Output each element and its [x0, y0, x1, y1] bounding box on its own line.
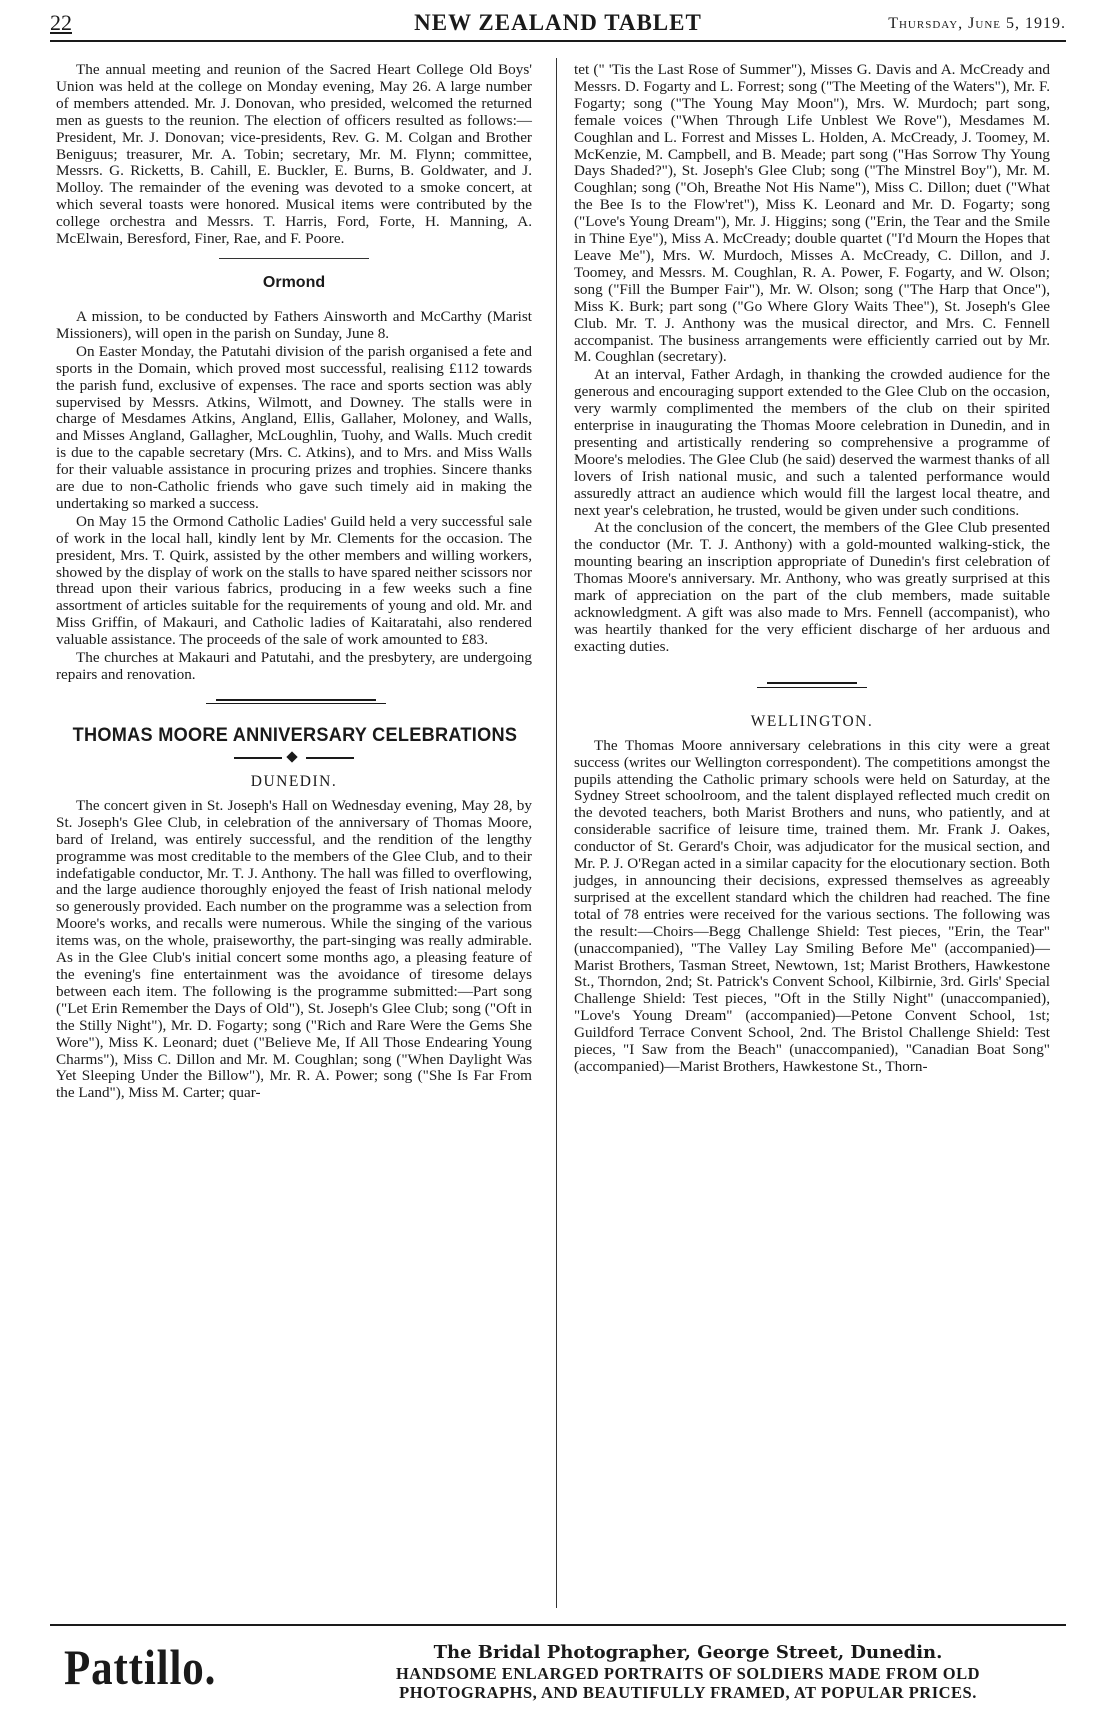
separator-line-thin: [206, 703, 386, 704]
ormond-paragraph-2: On Easter Monday, the Patutahi division of the parish organised a fete and sports in the Domain, which proved most successful, realising £112 towards the parish fund, exclusive of expenses. The race and sports section was ably supervised by Messrs. Atkins, Wilmott, and Downey. The stalls were in charge of Mesdames Atkins, Angland, Ellis, Gallaher, Moloney, and Walls, and Misses Angland, Gallagher, McLoughlin, Tuohy, and Walls. Much credit is due to the capable secretary (Mrs. C. Atkins), and to Mrs. and Miss Walls for their valuable assistance in procuring prizes and trophies. Sincere thanks are due to non-Catholic friends who gave such timely aid in making the undertaking so marked a success.: [56, 342, 532, 512]
dunedin-paragraph: The concert given in St. Joseph's Hall on Wednesday evening, May 28, by St. Joseph's Glee Club, in celebration of the anniversary of Thomas Moore, bard of Ireland, was entirely successful, and the rendition of the lengthy programme was most creditable to the members of the Glee Club, and to their indefatigable conductor, Mr. T. J. Anthony. The hall was filled to overflowing, and the large audience thoroughly enjoyed the feast of Irish national melody so generously provided. Each number on the programme was a selection from Moore's works, and recalls were numerous. While the singing of the various items was, on the whole, praiseworthy, the part-singing was really admirable. As in the Glee Club's initial concert some months ago, a pleasing feature of the evening's fine entertainment was the avoidance of tiresome delays between each item. The following is the programme submitted:—Part song ("Let Erin Remember the Days of Old"), St. Joseph's Glee Club; song ("Oft in the Stilly Night"), Mr. D. Fogarty; song ("Rich and Rare Were the Gems She Wore"), Miss K. Leonard; duet ("Believe Me, If All Those Endearing Young Charms"), Miss C. Dillon and Mr. M. Coughlan; song ("When Daylight Was Yet Sleeping Under the Billow"), Mr. R. A. Power; song ("She Is Far From the Land"), Miss M. Carter; quar-: [56, 796, 532, 1102]
section-separator-right: [767, 682, 857, 684]
wellington-paragraph: The Thomas Moore anniversary celebrations in this city were a great success (writes our Wellington correspondent). The competitions amongst the pupils attending the Catholic primary schools were held on Saturday, at the Sydney Street schoolroom, and the talent displayed reflected much credit on the devoted teachers, both Marist Brothers and nuns, who patiently, and at considerable sacrifice of leisure time, trained them. Mr. Frank J. Oakes, conductor of St. Gerard's Choir, was adjudicator for the musical section, and Mr. P. J. O'Regan acted in a similar capacity for the elocutionary section. Both judges, in announcing their decisions, expressed themselves as agreeably surprised at the excellent standard which the children had reached. The fine total of 78 entries were received for the various sections. The following was the result:—Choirs—Begg Challenge Shield: Test pieces, "Erin, the Tear" (unaccompanied), "The Valley Lay Smiling Before Me" (accompanied)—Marist Brothers, Tasman Street, Newtown, 1st; Marist Brothers, Hawkestone St., Thorndon, 2nd; St. Patrick's Convent School, Kilbirnie, 3rd. Girls' Special Challenge Shield: Test pieces, "Oft in the Stilly Night" (unaccompanied), "Love's Young Dream" (accompanied)—Petone Convent School, 1st; Guildford Terrace Convent School, 2nd. The Bristol Challenge Shield: Test pieces, "I Saw from the Beach" (unaccompanied), "Canadian Boat Song" (accompanied)—Marist Brothers, Hawkestone St., Thorn-: [574, 736, 1050, 1075]
ad-line-bridal-photographer: The Bridal Photographer, George Street, Dunedin.: [433, 1642, 943, 1663]
advertiser-brand: Pattillo.: [64, 1639, 217, 1695]
ad-line-portraits: HANDSOME ENLARGED PORTRAITS OF SOLDIERS MADE FROM OLD: [395, 1664, 981, 1683]
programme-continued-paragraph: tet (" 'Tis the Last Rose of Summer"), Misses G. Davis and A. McCready and Messrs. D. Fogarty and L. Forrest; song ("The Meeting of the Waters"), Mr. F. Fogarty; song ("The Young May Moon"), Mrs. W. Murdoch; part song, female voices ("When Through Life Unblest We Rove"), Mesdames M. Coughlan and L. Forrest and Misses L. Holden, A. McCready, J. Toomey, M. McKenzie, M. Campbell, and B. Meade; part song ("Has Sorrow Thy Young Days Shaded?"), St. Joseph's Glee Club; song ("The Minstrel Boy"), Mr. M. Coughlan; song ("Oh, Breathe Not His Name"), Miss C. Dillon; duet ("What the Bee Is to the Flow'ret"), Miss K. Leonard and Mr. D. Fogarty; song ("Love's Young Dream"), Mr. J. Higgins; song ("Erin, the Tear and the Smile in Thine Eye"), Miss A. McCready; double quartet ("I'd Mourn the Hopes that Leave Me"), Mrs. W. Murdoch, Misses A. McCready, C. Dillon, and J. Toomey, and Messrs. M. Coughlan, R. A. Power, F. Fogarty, and W. Olson; song ("Fill the Bumper Fair"), Mr. W. Olson; song ("The Harp that Once"), Miss K. Burk; part song ("Go Where Glory Waits Thee"), St. Joseph's Glee Club. Mr. T. J. Anthony was the musical director, and Mrs. C. Fennell accompanist. The business arrangements were efficiently carried out by Mr. M. Coughlan (secretary).: [574, 61, 1050, 366]
ormond-paragraph-3: On May 15 the Ormond Catholic Ladies' Guild held a very successful sale of work in the local hall, kindly lent by Mr. Clements for the occasion. The president, Mrs. T. Quirk, assisted by the other members and willing workers, showed by the display of work on the stalls to have spared neither scissors nor thread upon their various fabrics, producing in a few weeks such a fine assortment of articles suitable for the requirements of young and old. Mr. and Miss Griffin, of Makauri, and Catholic ladies of Kaitaratahi, also rendered valuable assistance. The proceeds of the sale of work amounted to £83.: [56, 512, 532, 649]
ornament-bar-right: [306, 757, 354, 759]
page-header: [50, 10, 1066, 42]
separator-line-thick: [216, 699, 376, 701]
section-divider: [219, 258, 369, 259]
ormond-heading: Ormond: [262, 273, 326, 291]
header-rule: [50, 40, 1066, 42]
father-ardagh-paragraph: At an interval, Father Ardagh, in thanking the crowded audience for the generous and encouraging support extended to the Glee Club on the occasion, very warmly complimented the members of the club on their spirited enterprise in inaugurating the Thomas Moore celebration in Dunedin, and in presenting and artistically rendering so comprehensive a programme of Moore's melodies. The Glee Club (he said) deserved the warmest thanks of all lovers of Irish national music, and such a talented performance would assuredly attract an audience which would fill the largest local theatre, and next year's celebration, he trusted, would be given under such conditions.: [574, 366, 1050, 519]
moore-celebrations-heading: THOMAS MOORE ANNIVERSARY CELEBRATIONS: [72, 723, 518, 746]
dunedin-heading: DUNEDIN.: [250, 772, 338, 790]
issue-date: Thursday, June 5, 1919.: [888, 15, 1066, 32]
right-column: [574, 62, 1050, 1617]
ornament-diamond: [286, 751, 297, 762]
old-boys-union-paragraph: The annual meeting and reunion of the Sacred Heart College Old Boys' Union was held at the college on Monday evening, May 26. A large number of members attended. Mr. J. Donovan, who presided, welcomed the returned men as guests to the reunion. The election of officers resulted as follows:—President, Mr. J. Donovan; vice-presidents, Rev. G. M. Colgan and Brother Beniguus; treasurer, Mr. A. Tobin; secretary, Mr. M. Flynn; committee, Messrs. G. Ricketts, B. Cahill, E. Buckler, E. Burns, B. Goldwater, and J. Molloy. The remainder of the evening was devoted to a smoke concert, at which several toasts were honored. Musical items were contributed by the college orchestra and Messrs. T. Harris, Ford, Forte, H. Manning, A. McElwain, Beresford, Finer, Rae, and F. Poore.: [56, 61, 532, 248]
footer-rule: [50, 1624, 1066, 1626]
advertisement-banner: [50, 1634, 1066, 1714]
presentation-paragraph: At the conclusion of the concert, the members of the Glee Club presented the conductor (Mr. T. J. Anthony) with a gold-mounted walking-stick, the mounting bearing an inscription appropriate of Dunedin's first celebration of Thomas Moore's anniversary. Mr. Anthony, who was greatly surprised at this mark of appreciation on the part of the club members, made suitable acknowledgment. A gift was also made to Mrs. Fennell (accompanist), who was heartily thanked for the very efficient discharge of her arduous and exacting duties.: [574, 519, 1050, 655]
page-number: 22: [50, 10, 72, 35]
ornament-bar-left: [234, 757, 282, 759]
column-divider: [556, 58, 557, 1608]
left-column: [56, 62, 532, 1617]
advertisement-text: [312, 1642, 1064, 1702]
diamond-ornament-icon: [234, 752, 354, 764]
section-separator-right-thin: [757, 687, 867, 688]
ad-line-prices: PHOTOGRAPHS, AND BEAUTIFULLY FRAMED, AT POPULAR PRICES.: [399, 1683, 977, 1702]
ormond-paragraph-4: The churches at Makauri and Patutahi, and the presbytery, are undergoing repairs and renovation.: [56, 649, 532, 683]
masthead-title: NEW ZEALAND TABLET: [414, 10, 702, 35]
wellington-heading: WELLINGTON.: [750, 712, 874, 730]
ormond-paragraph-1: A mission, to be conducted by Fathers Ainsworth and McCarthy (Marist Missioners), will open in the parish on Sunday, June 8.: [56, 307, 532, 342]
section-separator: [56, 694, 532, 712]
